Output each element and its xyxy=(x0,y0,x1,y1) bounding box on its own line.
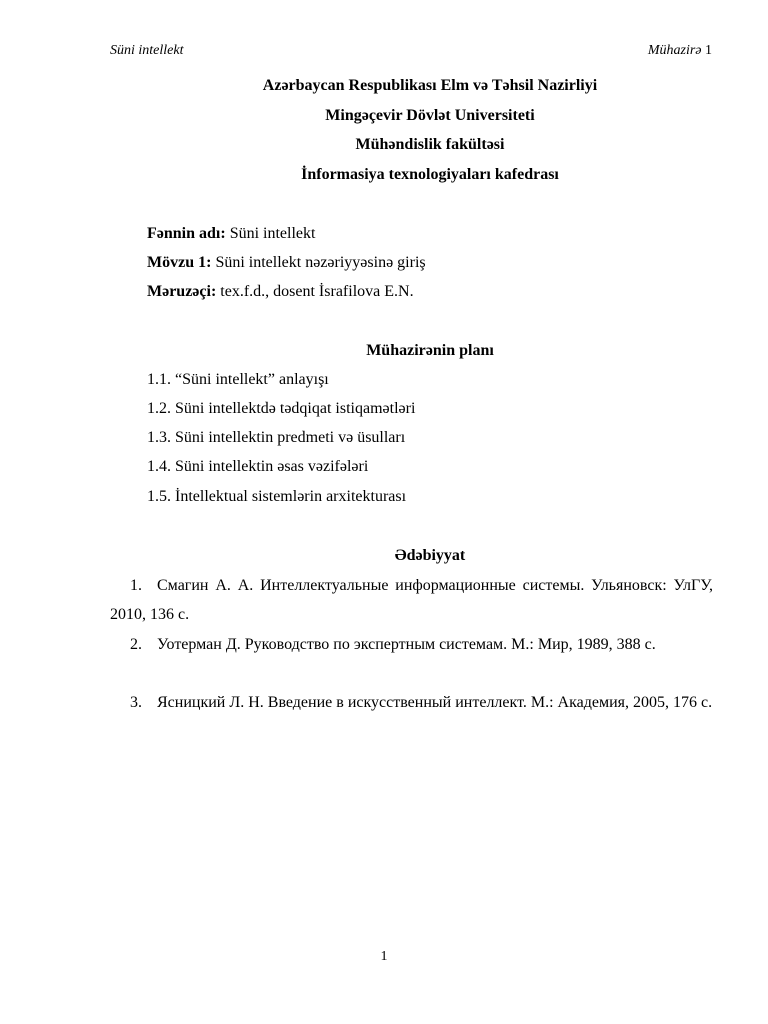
plan-item: 1.2. Süni intellektdə tədqiqat istiqamətləri xyxy=(147,400,416,417)
plan-item: 1.3. Süni intellektin predmeti və üsulları xyxy=(147,429,406,446)
running-header-right xyxy=(648,42,712,60)
literature-item-number: 3. xyxy=(130,694,142,711)
subject-value: Süni intellekt xyxy=(229,225,316,242)
running-header-left: Süni intellekt xyxy=(110,43,184,58)
topic-label: Mövzu 1: xyxy=(147,254,212,271)
subject-label: Fənnin adı: xyxy=(147,225,226,242)
running-header-title: Mühazirə xyxy=(647,43,702,58)
plan-item: 1.4. Süni intellektin əsas vəzifələri xyxy=(147,458,369,475)
literature-item-text: Смагин А. А. Интеллектуальные информационные системы. Ульяновск: УлГУ, 2010, 136 с. xyxy=(110,577,713,623)
university-title: Mingəçevir Dövlət Universiteti xyxy=(325,107,535,124)
plan-item: 1.1. “Süni intellekt” anlayışı xyxy=(147,371,329,388)
subject-line xyxy=(147,224,315,244)
literature-title: Ədəbiyyat xyxy=(394,547,466,564)
lecturer-label: Məruzəçi: xyxy=(147,283,217,300)
page-number: 1 xyxy=(380,949,388,964)
literature-item xyxy=(110,571,713,629)
literature-item xyxy=(110,630,713,659)
lecturer-line xyxy=(147,282,414,302)
literature-item-number: 1. xyxy=(130,577,142,594)
topic-value: Süni intellekt nəzəriyyəsinə giriş xyxy=(215,254,426,271)
plan-item: 1.5. İntellektual sistemlərin arxitekturası xyxy=(147,488,407,505)
literature-item-text: Ясницкий Л. Н. Введение в искусственный интеллект. М.: Академия, 2005, 176 с. xyxy=(157,694,713,711)
ministry-title: Azərbaycan Respublikası Elm və Təhsil Nazirliyi xyxy=(262,77,598,94)
lecturer-value: tex.f.d., dosent İsrafilova E.N. xyxy=(220,283,414,300)
plan-title: Mühazirənin planı xyxy=(366,342,494,359)
literature-item-number: 2. xyxy=(130,636,142,653)
literature-item xyxy=(110,688,713,717)
topic-line xyxy=(147,253,426,273)
literature-item-text: Уотерман Д. Руководство по экспертным системам. М.: Мир, 1989, 388 с. xyxy=(157,636,656,653)
faculty-title: Mühəndislik fakültəsi xyxy=(355,136,505,153)
running-header-number: 1 xyxy=(705,43,712,58)
department-title: İnformasiya texnologiyaları kafedrası xyxy=(301,166,559,183)
